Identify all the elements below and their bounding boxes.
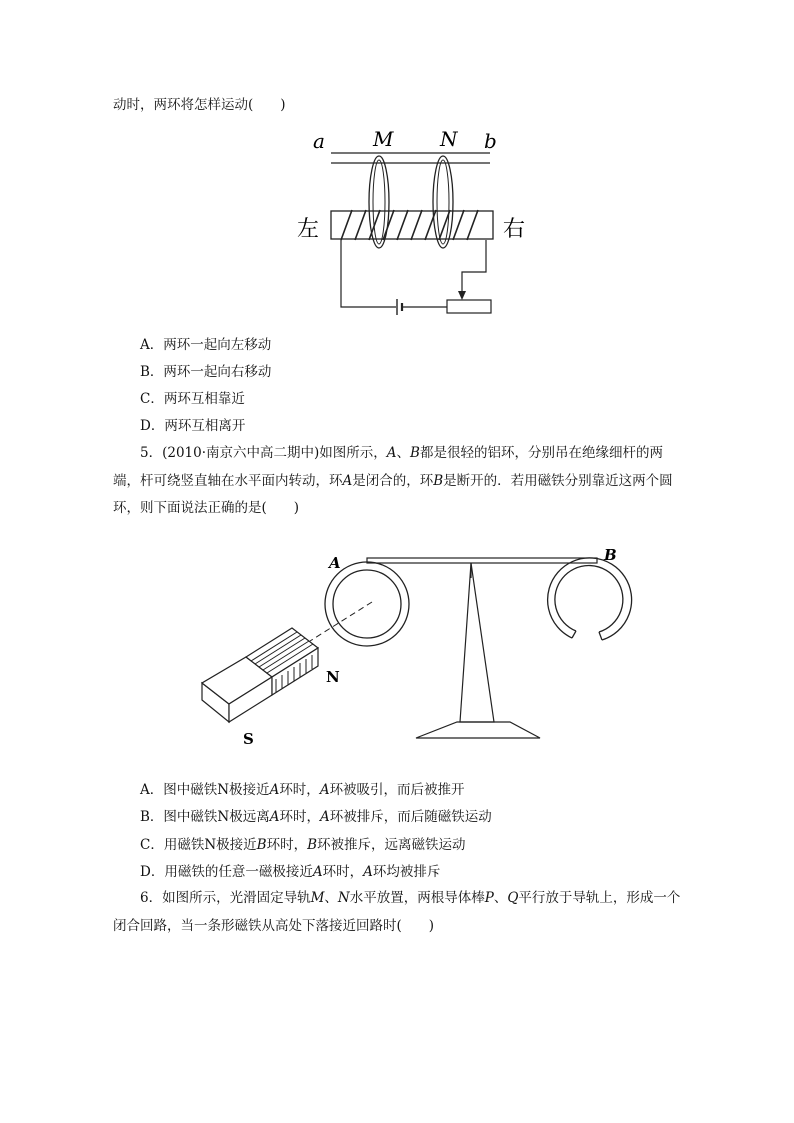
label-a: a	[313, 129, 325, 153]
ring-A	[325, 562, 409, 646]
label-right: 右	[503, 217, 526, 242]
circuit-wire	[341, 240, 396, 307]
q5-rings-figure	[0, 540, 794, 760]
q5-stem: 5．(2010·南京六中高二期中)如图所示，A、B都是很轻的铝环，分别吊在绝缘细杆的两端，杆可绕竖直轴在水平面内转动，环A是闭合的，环B是断开的．若用磁铁分别靠近这两个圆环，则下面说法正确的是( )	[113, 445, 673, 516]
ring-B	[548, 558, 632, 640]
magnet-axis-dashed	[310, 602, 372, 641]
q5-option-a: A．图中磁铁N极接近A环时，A环被吸引，而后被推开	[140, 782, 465, 798]
coil-turns	[341, 210, 478, 240]
label-B: B	[604, 546, 617, 564]
slider-wire	[462, 240, 486, 297]
ring-B-gap-right	[599, 632, 602, 640]
q4-option-d: D．两环互相离开	[140, 418, 246, 434]
ring-B-inner	[555, 566, 623, 632]
crossbar	[367, 558, 597, 563]
q5-option-c: C．用磁铁N极接近B环时，B环被推斥，远离磁铁运动	[140, 837, 466, 853]
q4-option-b: B．两环一起向右移动	[140, 364, 272, 380]
ring-N	[433, 156, 453, 248]
ring-M-inner	[373, 160, 385, 244]
label-magnet-S: S	[243, 730, 254, 748]
stand-post	[460, 563, 494, 722]
q6-stem: 6．如图所示，光滑固定导轨M、N水平放置，两根导体棒P、Q平行放于导轨上，形成一个闭合回路，当一条形磁铁从高处下落接近回路时( )	[113, 890, 681, 934]
label-left: 左	[297, 217, 320, 242]
rheostat	[447, 300, 491, 313]
q5-option-d: D．用磁铁的任意一磁极接近A环时，A环均被排斥	[140, 864, 441, 880]
stand-base	[416, 722, 540, 738]
label-magnet-N: N	[326, 668, 340, 686]
label-A: A	[329, 554, 341, 572]
label-b: b	[484, 129, 497, 153]
q4-option-a: A．两环一起向左移动	[140, 337, 272, 353]
q4-solenoid-figure	[0, 120, 794, 450]
q5-option-b: B．图中磁铁N极远离A环时，A环被排斥，而后随磁铁运动	[140, 809, 492, 825]
ring-A-inner	[333, 570, 401, 638]
label-M: M	[373, 127, 394, 151]
slider-arrow	[458, 291, 466, 300]
q4-option-c: C．两环互相靠近	[140, 391, 245, 407]
ring-B-gap-left	[572, 631, 576, 638]
label-N: N	[440, 127, 458, 151]
q4-stem-tail: 动时，两环将怎样运动( )	[113, 97, 286, 113]
ring-M	[369, 156, 389, 248]
